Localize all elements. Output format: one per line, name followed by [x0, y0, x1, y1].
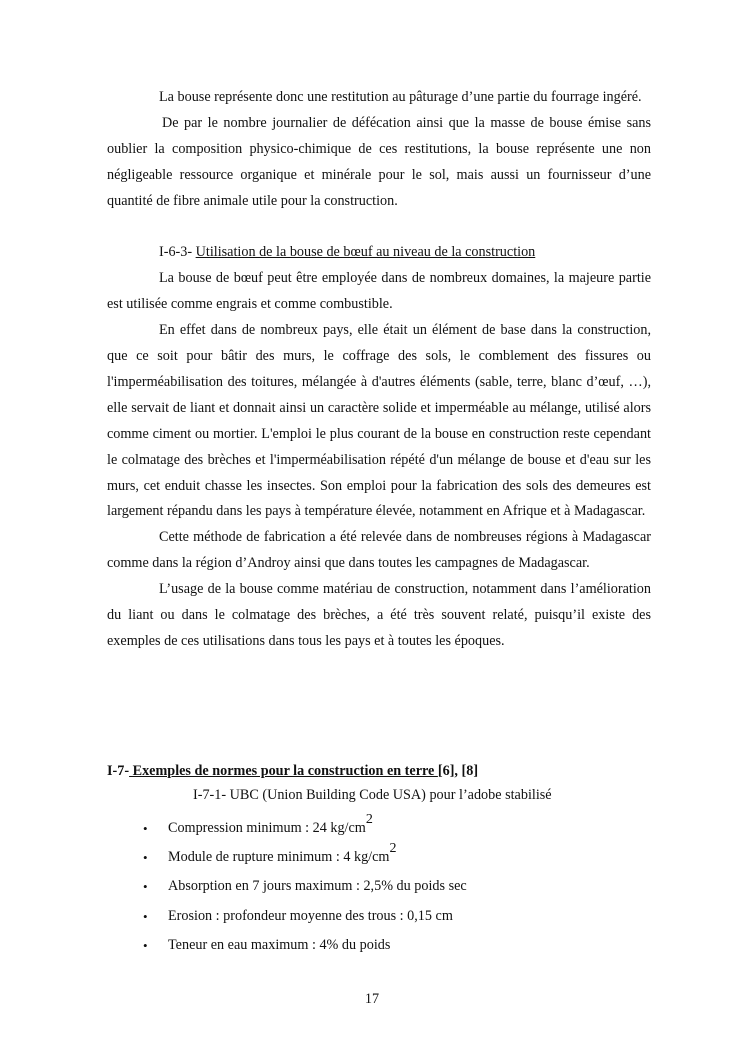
paragraph: Cette méthode de fabrication a été relevée dans de nombreuses régions à Madagascar comme dans la région d’Androy ainsi que dans toutes les campagnes de Madagascar. [107, 529, 651, 572]
paragraph: En effet dans de nombreux pays, elle était un élément de base dans la construction, que ce soit pour bâtir des murs, le coffrage des sols, le comblement des fissures ou l'imperméabilisation des toitures, mélangée à d'autres éléments (sable, terre, blanc d’œuf, …), elle servait de liant et donnait ainsi un caractère solide et imperméable au mélange, utilisé alors comme ciment ou mortier. L'emploi le plus courant de la bouse en construction reste cependant le colmatage des brèches et l'imperméabilisation répété d'un mélange de bouse et d'eau sur les murs, cet enduit chasse les insectes. Son emploi pour la fabrication des sols des demeures est largement répandu dans les pays à température élevée, notamment en Afrique et à Madagascar. [107, 322, 651, 520]
superscript: 2 [389, 841, 397, 857]
paragraph: De par le nombre journalier de défécation ainsi que la masse de bouse émise sans oublier la composition physico-chimique de ces restitutions, la bouse représente une non négligeable ressource organique et minérale pour le sol, mais aussi un fournisseur d’une quantité de fibre animale utile pour la construction. [107, 114, 651, 209]
paragraph: La bouse représente donc une restitution au pâturage d’une partie du fourrage ingéré. [159, 89, 642, 105]
bullet-icon: • [143, 879, 148, 895]
bullet-icon: • [143, 937, 148, 953]
spacer [107, 215, 651, 241]
list-item [143, 814, 643, 843]
section-header [107, 759, 651, 807]
bullet-icon: • [143, 850, 148, 866]
paragraph: L’usage de la bouse comme matériau de construction, notamment dans l’amélioration du liant ou dans le colmatage des brèches, a été très souvent relaté, puisqu’il existe des exemples de ces utilisations dans tous les pays et à toutes les époques. [107, 581, 651, 650]
bullet-icon: • [143, 908, 148, 924]
section-refs: [6], [8] [437, 763, 479, 779]
body-text [107, 85, 651, 655]
criterion-text: Compression minimum : 24 kg/cm [168, 820, 366, 836]
list-item [143, 931, 643, 960]
criterion-text: Module de rupture minimum : 4 kg/cm [168, 849, 390, 866]
subsection-title: I-7-1- UBC (Union Building Code USA) pour l’adobe stabilisé [193, 787, 552, 803]
section-number: I-7- [107, 763, 130, 779]
criterion-text: Erosion : profondeur moyenne des trous : 0,15 cm [168, 907, 453, 924]
list-item [143, 843, 643, 872]
superscript: 2 [365, 812, 373, 827]
subheading [107, 240, 651, 266]
list-item [143, 902, 643, 931]
criteria-list [143, 814, 643, 960]
section-title [107, 759, 651, 783]
list-item [143, 872, 643, 901]
paragraph: La bouse de bœuf peut être employée dans de nombreux domaines, la majeure partie est utilisée comme engrais et comme combustible. [107, 270, 651, 313]
subheading-number: I-6-3- [159, 244, 193, 261]
section-title-text: Exemples de normes pour la construction en terre [129, 763, 438, 779]
criterion-text: Teneur en eau maximum : 4% du poids [168, 936, 391, 953]
subheading-title: Utilisation de la bouse de bœuf au niveau de la construction [195, 244, 536, 261]
criterion-text: Absorption en 7 jours maximum : 2,5% du poids sec [168, 878, 467, 895]
bullet-icon: • [143, 821, 148, 836]
page-number: 17 [364, 991, 380, 1007]
